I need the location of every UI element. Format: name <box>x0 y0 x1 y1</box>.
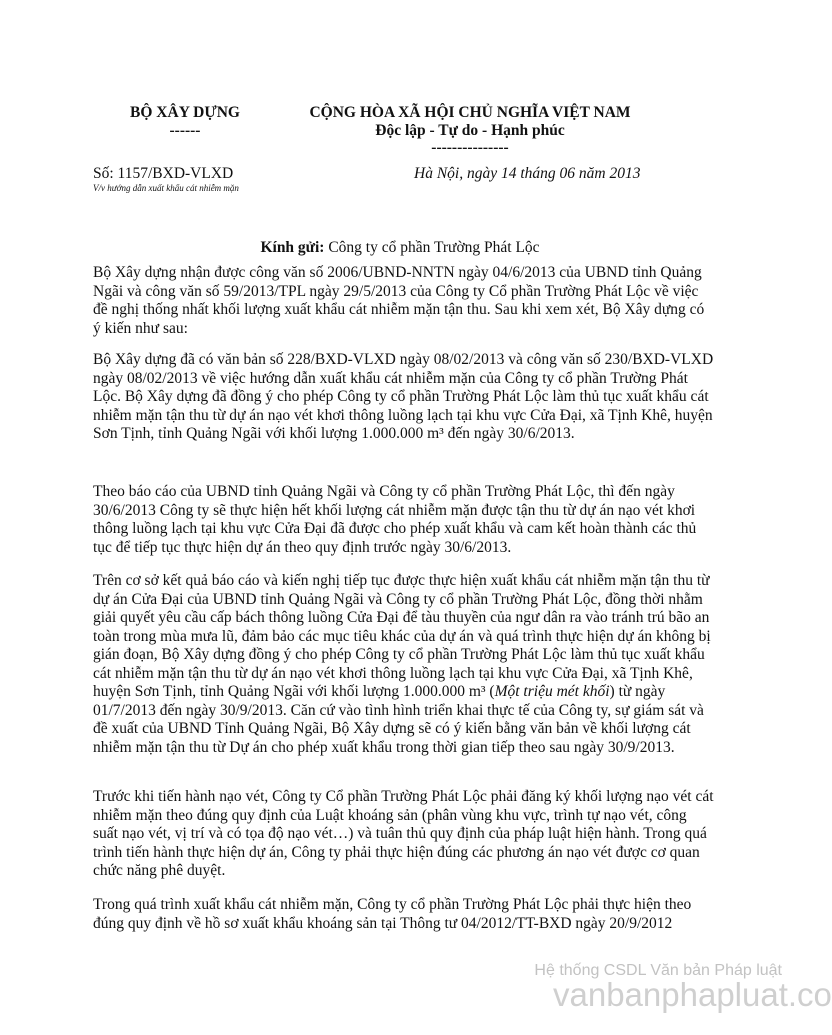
ministry-divider: ------ <box>169 122 201 139</box>
paragraph-4 <box>93 572 715 757</box>
ministry-name: BỘ XÂY DỰNG <box>130 104 240 121</box>
place-and-date: Hà Nội, ngày 14 tháng 06 năm 2013 <box>414 165 641 182</box>
recipient-line <box>93 238 707 258</box>
paragraph-4-italic: Một triệu mét khối <box>494 683 610 700</box>
document-subject: V/v hướng dẫn xuất khẩu cát nhiễm mặn <box>93 183 239 193</box>
paragraph-4-part-b: ) từ ngày 01/7/2013 đến ngày 30/9/2013. Căn cứ vào tình hình triển khai thực tế của Công ty, sự giám sát và đề xuất của UBND Tỉnh Quảng Ngãi, Bộ Xây dựng sẽ có ý kiến bằng văn bản về khối lượng cát nhiễm mặn tận thu từ Dự án cho phép xuất khẩu trong thời gian tiếp theo sau ngày 30/9/2013. <box>93 683 704 756</box>
watermark-caption: Hệ thống CSDL Văn bản Pháp luật <box>534 962 782 979</box>
recipient-name: Công ty cổ phần Trường Phát Lộc <box>328 239 540 256</box>
paragraph-3: Theo báo cáo của UBND tỉnh Quảng Ngãi và Công ty cổ phần Trường Phát Lộc, thì đến ngày 30/6/2013 Công ty sẽ thực hiện hết khối lượng cát nhiễm mặn được tận thu từ dự án nạo vét khơi thông luồng lạch tại khu vực Cửa Đại đã được cho phép xuất khẩu và cam kết hoàn thành các thủ tục để tiếp tục thực hiện dự án theo quy định trước ngày 30/6/2013. <box>93 483 697 556</box>
paragraph-2: Bộ Xây dựng đã có văn bản số 228/BXD-VLXD ngày 08/02/2013 và công văn số 230/BXD-VLXD ngày 08/02/2013 về việc hướng dẫn xuất khẩu cát nhiễm mặn của Công ty cổ phần Trường Phát Lộc. Bộ Xây dựng đã đồng ý cho phép Công ty cổ phần Trường Phát Lộc làm thủ tục xuất khẩu cát nhiễm mặn tận thu từ dự án nạo vét khơi thông luồng lạch tại khu vực Cửa Đại, xã Tịnh Khê, huyện Sơn Tịnh, tỉnh Quảng Ngãi với khối lượng 1.000.000 m³ đến ngày 30/6/2013. <box>93 351 714 442</box>
document-number: Số: 1157/BXD-VLXD <box>93 165 234 182</box>
national-motto: Độc lập - Tự do - Hạnh phúc <box>375 122 565 139</box>
paragraph-6: Trong quá trình xuất khẩu cát nhiễm mặn, Công ty cổ phần Trường Phát Lộc phải thực hiện theo đúng quy định về hồ sơ xuất khẩu khoáng sản tại Thông tư 04/2012/TT-BXD ngày 20/9/2012 <box>93 896 692 932</box>
country-name: CỘNG HÒA XÃ HỘI CHỦ NGHĨA VIỆT NAM <box>309 104 631 121</box>
paragraph-4-part-a: Trên cơ sở kết quả báo cáo và kiến nghị tiếp tục được thực hiện xuất khẩu cát nhiễm mặn tận thu từ dự án Cửa Đại của UBND tỉnh Quảng Ngãi và Công ty cổ phần Trường Phát Lộc, đồng thời nhằm giải quyết yêu cầu cấp bách thông luồng Cửa Đại để tàu thuyền của ngư dân ra vào tránh trú bão an toàn trong mùa mưa lũ, đảm bảo các mục tiêu khác của dự án và quá trình thực hiện dự án không bị gián đoạn, Bộ Xây dựng đồng ý cho phép Công ty cổ phần Trường Phát Lộc làm thủ tục xuất khẩu cát nhiễm mặn tận thu từ dự án nạo vét khơi thông luồng lạch tại khu vực Cửa Đại, xã Tịnh Khê, huyện Sơn Tịnh, tỉnh Quảng Ngãi với khối lượng 1.000.000 m³ ( <box>93 572 711 700</box>
recipient-label: Kính gửi: <box>260 239 325 256</box>
watermark-site: vanbanphapluat.co <box>553 976 832 1013</box>
paragraph-1: Bộ Xây dựng nhận được công văn số 2006/UBND-NNTN ngày 04/6/2013 của UBND tỉnh Quảng Ngãi và công văn số 59/2013/TPL ngày 29/5/2013 của Công ty Cổ phần Trường Phát Lộc về việc đề nghị thống nhất khối lượng xuất khẩu cát nhiễm mặn tận thu. Sau khi xem xét, Bộ Xây dựng có ý kiến như sau: <box>93 264 705 337</box>
paragraph-5: Trước khi tiến hành nạo vét, Công ty Cổ phần Trường Phát Lộc phải đăng ký khối lượng nạo vét cát nhiễm mặn theo đúng quy định của Luật khoáng sản (phân vùng khu vực, trình tự nạo vét, công suất nạo vét, vị trí và có tọa độ nạo vét…) và tuân thủ quy định của pháp luật hiện hành. Trong quá trình tiến hành thực hiện dự án, Công ty phải thực hiện đúng các phương án nạo vét được cơ quan chức năng phê duyệt. <box>93 788 714 879</box>
motto-divider: --------------- <box>431 139 509 156</box>
